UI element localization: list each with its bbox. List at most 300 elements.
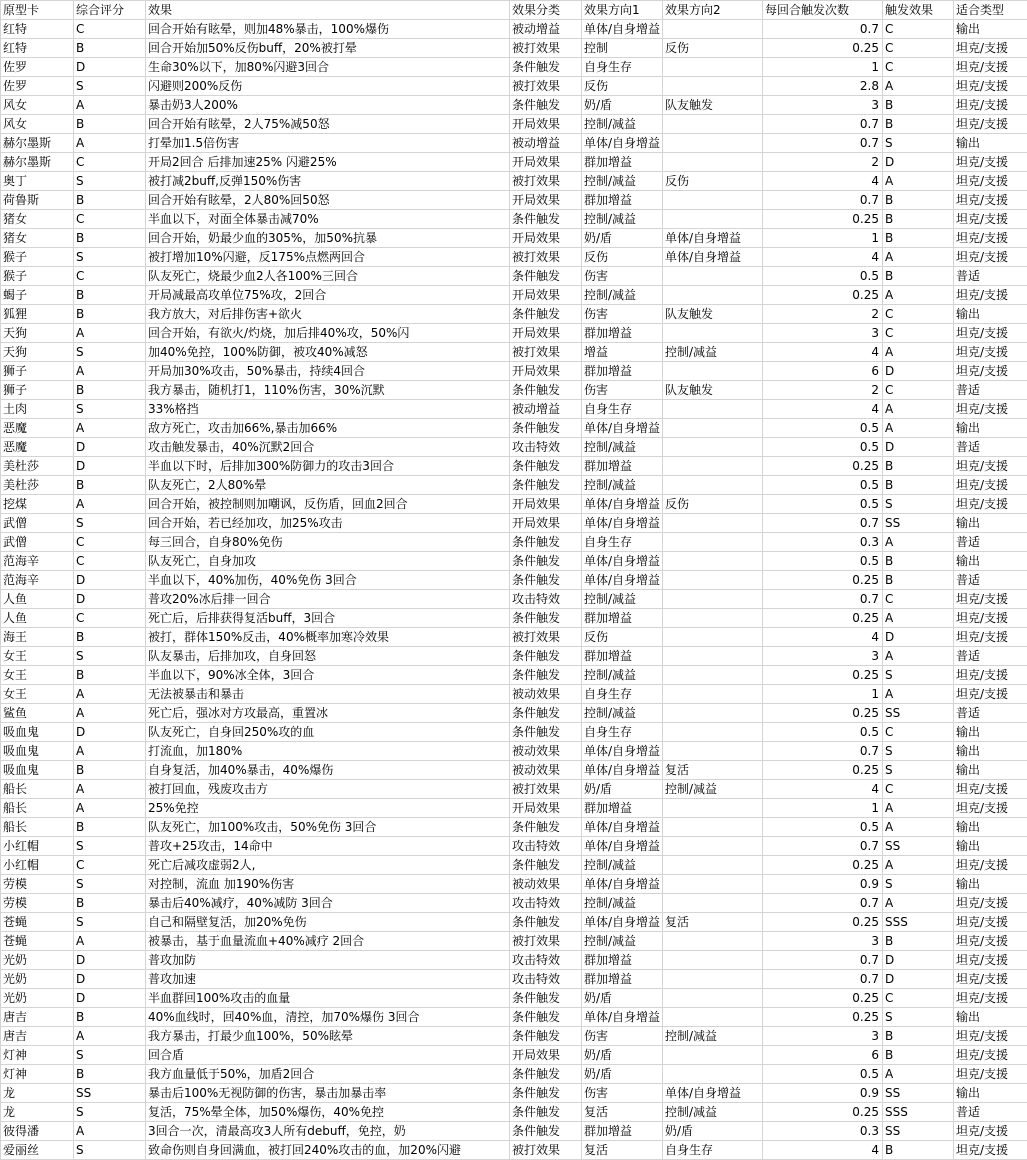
cell-effect-direction-2[interactable] [663, 362, 763, 381]
cell-trigger-effect[interactable]: B [883, 96, 954, 115]
cell-prototype-card[interactable]: 海王 [1, 628, 74, 647]
cell-effect-direction-1[interactable]: 单体/自身增益 [582, 1008, 663, 1027]
cell-effect-direction-1[interactable]: 伤害 [582, 305, 663, 324]
cell-effect[interactable]: 打流血，加180% [146, 742, 510, 761]
cell-overall-rating[interactable]: D [74, 571, 146, 590]
cell-effect-category[interactable]: 条件触发 [510, 989, 582, 1008]
cell-trigger-effect[interactable]: SS [883, 1122, 954, 1141]
cell-trigger-effect[interactable]: C [883, 989, 954, 1008]
cell-prototype-card[interactable]: 狮子 [1, 381, 74, 400]
cell-suitable-type[interactable]: 输出 [954, 514, 1027, 533]
cell-effect[interactable]: 25%免控 [146, 799, 510, 818]
cell-overall-rating[interactable]: B [74, 381, 146, 400]
cell-effect-category[interactable]: 条件触发 [510, 1084, 582, 1103]
cell-suitable-type[interactable]: 坦克/支援 [954, 324, 1027, 343]
cell-trigger-effect[interactable]: A [883, 818, 954, 837]
cell-effect[interactable]: 40%血线时，回40%血，清控，加70%爆伤 3回合 [146, 1008, 510, 1027]
cell-triggers-per-round[interactable]: 0.7 [763, 514, 883, 533]
cell-effect-category[interactable]: 被动增益 [510, 400, 582, 419]
cell-effect-direction-2[interactable] [663, 438, 763, 457]
cell-overall-rating[interactable]: S [74, 248, 146, 267]
cell-suitable-type[interactable]: 坦克/支援 [954, 970, 1027, 989]
cell-effect-direction-1[interactable]: 单体/自身增益 [582, 913, 663, 932]
cell-prototype-card[interactable]: 红特 [1, 20, 74, 39]
cell-effect-direction-2[interactable]: 控制/减益 [663, 343, 763, 362]
cell-effect-direction-2[interactable] [663, 267, 763, 286]
cell-overall-rating[interactable]: D [74, 970, 146, 989]
cell-effect-category[interactable]: 开局效果 [510, 514, 582, 533]
cell-effect-direction-1[interactable]: 群加增益 [582, 362, 663, 381]
cell-triggers-per-round[interactable]: 0.25 [763, 210, 883, 229]
cell-effect[interactable]: 普攻+25攻击，14命中 [146, 837, 510, 856]
cell-effect-category[interactable]: 被动增益 [510, 134, 582, 153]
cell-trigger-effect[interactable]: S [883, 761, 954, 780]
cell-prototype-card[interactable]: 猪女 [1, 210, 74, 229]
cell-effect-direction-2[interactable] [663, 818, 763, 837]
cell-overall-rating[interactable]: A [74, 685, 146, 704]
cell-triggers-per-round[interactable]: 0.7 [763, 970, 883, 989]
cell-suitable-type[interactable]: 坦克/支援 [954, 856, 1027, 875]
cell-triggers-per-round[interactable]: 0.5 [763, 1065, 883, 1084]
cell-trigger-effect[interactable]: S [883, 666, 954, 685]
cell-effect-direction-2[interactable] [663, 932, 763, 951]
cell-triggers-per-round[interactable]: 0.25 [763, 457, 883, 476]
cell-prototype-card[interactable]: 人鱼 [1, 590, 74, 609]
cell-prototype-card[interactable]: 风女 [1, 115, 74, 134]
cell-suitable-type[interactable]: 坦克/支援 [954, 799, 1027, 818]
cell-prototype-card[interactable]: 风女 [1, 96, 74, 115]
cell-triggers-per-round[interactable]: 1 [763, 685, 883, 704]
cell-effect-category[interactable]: 条件触发 [510, 609, 582, 628]
cell-prototype-card[interactable]: 狮子 [1, 362, 74, 381]
cell-triggers-per-round[interactable]: 2 [763, 153, 883, 172]
cell-triggers-per-round[interactable]: 4 [763, 1141, 883, 1160]
cell-overall-rating[interactable]: D [74, 723, 146, 742]
cell-effect-direction-1[interactable]: 单体/自身增益 [582, 419, 663, 438]
cell-effect-direction-2[interactable] [663, 742, 763, 761]
cell-effect-category[interactable]: 条件触发 [510, 704, 582, 723]
cell-effect[interactable]: 队友死亡，自身回250%攻的血 [146, 723, 510, 742]
cell-trigger-effect[interactable]: A [883, 172, 954, 191]
cell-suitable-type[interactable]: 坦克/支援 [954, 96, 1027, 115]
cell-trigger-effect[interactable]: S [883, 742, 954, 761]
cell-suitable-type[interactable]: 坦克/支援 [954, 894, 1027, 913]
cell-triggers-per-round[interactable]: 0.5 [763, 476, 883, 495]
cell-prototype-card[interactable]: 爱丽丝 [1, 1141, 74, 1160]
cell-effect-direction-2[interactable] [663, 153, 763, 172]
cell-effect[interactable]: 加40%免控，100%防御，被攻40%减怒 [146, 343, 510, 362]
cell-effect[interactable]: 回合开始有眩晕，2人80%回50怒 [146, 191, 510, 210]
cell-effect-direction-2[interactable] [663, 1008, 763, 1027]
cell-suitable-type[interactable]: 输出 [954, 1084, 1027, 1103]
cell-prototype-card[interactable]: 猴子 [1, 248, 74, 267]
cell-overall-rating[interactable]: S [74, 77, 146, 96]
cell-overall-rating[interactable]: S [74, 172, 146, 191]
cell-triggers-per-round[interactable]: 0.5 [763, 419, 883, 438]
cell-overall-rating[interactable]: S [74, 1046, 146, 1065]
cell-triggers-per-round[interactable]: 2.8 [763, 77, 883, 96]
cell-overall-rating[interactable]: S [74, 837, 146, 856]
cell-effect-direction-2[interactable] [663, 590, 763, 609]
cell-effect-direction-2[interactable] [663, 799, 763, 818]
cell-suitable-type[interactable]: 输出 [954, 742, 1027, 761]
cell-prototype-card[interactable]: 光奶 [1, 970, 74, 989]
cell-effect-category[interactable]: 开局效果 [510, 229, 582, 248]
header-overall-rating[interactable]: 综合评分 [74, 1, 146, 20]
cell-overall-rating[interactable]: S [74, 875, 146, 894]
cell-triggers-per-round[interactable]: 0.25 [763, 609, 883, 628]
cell-overall-rating[interactable]: A [74, 932, 146, 951]
cell-effect-direction-1[interactable]: 群加增益 [582, 799, 663, 818]
cell-trigger-effect[interactable]: B [883, 191, 954, 210]
cell-effect-direction-2[interactable] [663, 1046, 763, 1065]
cell-effect-category[interactable]: 条件触发 [510, 666, 582, 685]
cell-overall-rating[interactable]: A [74, 134, 146, 153]
cell-overall-rating[interactable]: S [74, 1103, 146, 1122]
cell-effect-direction-1[interactable]: 伤害 [582, 1084, 663, 1103]
cell-effect-direction-1[interactable]: 自身生存 [582, 400, 663, 419]
cell-trigger-effect[interactable]: C [883, 780, 954, 799]
cell-effect-category[interactable]: 条件触发 [510, 856, 582, 875]
cell-effect[interactable]: 半血群回100%攻击的血量 [146, 989, 510, 1008]
cell-trigger-effect[interactable]: S [883, 495, 954, 514]
cell-triggers-per-round[interactable]: 4 [763, 172, 883, 191]
cell-effect-direction-2[interactable] [663, 552, 763, 571]
cell-prototype-card[interactable]: 天狗 [1, 324, 74, 343]
cell-effect[interactable]: 我方暴击，随机打1，110%伤害，30%沉默 [146, 381, 510, 400]
cell-suitable-type[interactable]: 坦克/支援 [954, 400, 1027, 419]
cell-overall-rating[interactable]: C [74, 552, 146, 571]
cell-overall-rating[interactable]: A [74, 419, 146, 438]
cell-effect-direction-1[interactable]: 群加增益 [582, 647, 663, 666]
cell-trigger-effect[interactable]: A [883, 286, 954, 305]
cell-effect-category[interactable]: 被动增益 [510, 20, 582, 39]
cell-prototype-card[interactable]: 猪女 [1, 229, 74, 248]
cell-prototype-card[interactable]: 土肉 [1, 400, 74, 419]
cell-prototype-card[interactable]: 女王 [1, 666, 74, 685]
cell-effect-direction-2[interactable] [663, 457, 763, 476]
cell-effect[interactable]: 死亡后减攻虚弱2人, [146, 856, 510, 875]
cell-effect-category[interactable]: 被打效果 [510, 77, 582, 96]
cell-effect-direction-1[interactable]: 单体/自身增益 [582, 742, 663, 761]
cell-effect[interactable]: 半血以下时，后排加300%防御力的攻击3回合 [146, 457, 510, 476]
cell-prototype-card[interactable]: 灯神 [1, 1065, 74, 1084]
cell-effect-direction-1[interactable]: 单体/自身增益 [582, 495, 663, 514]
cell-suitable-type[interactable]: 普适 [954, 647, 1027, 666]
cell-effect-direction-2[interactable] [663, 419, 763, 438]
cell-overall-rating[interactable]: A [74, 1122, 146, 1141]
cell-effect[interactable]: 无法被暴击和暴击 [146, 685, 510, 704]
cell-suitable-type[interactable]: 输出 [954, 552, 1027, 571]
cell-effect-direction-1[interactable]: 控制/减益 [582, 856, 663, 875]
cell-overall-rating[interactable]: S [74, 343, 146, 362]
cell-effect-direction-2[interactable]: 奶/盾 [663, 1122, 763, 1141]
cell-suitable-type[interactable]: 坦克/支援 [954, 115, 1027, 134]
cell-overall-rating[interactable]: B [74, 229, 146, 248]
cell-effect-category[interactable]: 条件触发 [510, 552, 582, 571]
cell-effect[interactable]: 回合开始，有欲火/灼烧，加后排40%攻，50%闪 [146, 324, 510, 343]
cell-effect-category[interactable]: 被打效果 [510, 172, 582, 191]
cell-overall-rating[interactable]: D [74, 951, 146, 970]
cell-effect-category[interactable]: 条件触发 [510, 419, 582, 438]
cell-effect-direction-1[interactable]: 控制/减益 [582, 666, 663, 685]
cell-prototype-card[interactable]: 美杜莎 [1, 476, 74, 495]
cell-prototype-card[interactable]: 赫尔墨斯 [1, 134, 74, 153]
cell-overall-rating[interactable]: A [74, 324, 146, 343]
cell-triggers-per-round[interactable]: 0.25 [763, 704, 883, 723]
cell-trigger-effect[interactable]: B [883, 1141, 954, 1160]
cell-effect-direction-2[interactable]: 单体/自身增益 [663, 1084, 763, 1103]
cell-trigger-effect[interactable]: SS [883, 837, 954, 856]
cell-prototype-card[interactable]: 彼得潘 [1, 1122, 74, 1141]
cell-effect[interactable]: 被暴击，基于血量流血+40%减疗 2回合 [146, 932, 510, 951]
cell-suitable-type[interactable]: 坦克/支援 [954, 628, 1027, 647]
cell-effect-direction-2[interactable] [663, 666, 763, 685]
cell-triggers-per-round[interactable]: 4 [763, 343, 883, 362]
cell-suitable-type[interactable]: 普适 [954, 533, 1027, 552]
cell-overall-rating[interactable]: C [74, 153, 146, 172]
cell-triggers-per-round[interactable]: 2 [763, 305, 883, 324]
cell-suitable-type[interactable]: 坦克/支援 [954, 172, 1027, 191]
cell-trigger-effect[interactable]: A [883, 856, 954, 875]
cell-suitable-type[interactable]: 坦克/支援 [954, 286, 1027, 305]
cell-effect-category[interactable]: 攻击特效 [510, 894, 582, 913]
cell-triggers-per-round[interactable]: 0.25 [763, 39, 883, 58]
cell-trigger-effect[interactable]: C [883, 58, 954, 77]
header-triggers-per-round[interactable]: 每回合触发次数 [763, 1, 883, 20]
cell-suitable-type[interactable]: 坦克/支援 [954, 1027, 1027, 1046]
cell-overall-rating[interactable]: C [74, 267, 146, 286]
cell-trigger-effect[interactable]: B [883, 229, 954, 248]
cell-prototype-card[interactable]: 奥丁 [1, 172, 74, 191]
cell-effect[interactable]: 3回合一次，清最高攻3人所有debuff，免控，奶 [146, 1122, 510, 1141]
cell-effect-direction-1[interactable]: 控制/减益 [582, 932, 663, 951]
cell-overall-rating[interactable]: B [74, 761, 146, 780]
cell-effect-direction-2[interactable] [663, 970, 763, 989]
cell-effect-direction-2[interactable]: 单体/自身增益 [663, 229, 763, 248]
cell-effect[interactable]: 开局加30%攻击，50%暴击，持续4回合 [146, 362, 510, 381]
cell-suitable-type[interactable]: 坦克/支援 [954, 780, 1027, 799]
cell-effect[interactable]: 回合开始，被控制则加嘲讽，反伤盾，回血2回合 [146, 495, 510, 514]
cell-trigger-effect[interactable]: A [883, 343, 954, 362]
cell-triggers-per-round[interactable]: 3 [763, 647, 883, 666]
cell-overall-rating[interactable]: S [74, 400, 146, 419]
cell-overall-rating[interactable]: A [74, 704, 146, 723]
cell-suitable-type[interactable]: 输出 [954, 818, 1027, 837]
cell-effect-category[interactable]: 条件触发 [510, 305, 582, 324]
cell-overall-rating[interactable]: B [74, 818, 146, 837]
cell-trigger-effect[interactable]: S [883, 134, 954, 153]
cell-prototype-card[interactable]: 恶魔 [1, 419, 74, 438]
cell-effect-category[interactable]: 条件触发 [510, 476, 582, 495]
cell-effect-direction-1[interactable]: 控制/减益 [582, 286, 663, 305]
cell-effect[interactable]: 普攻20%冰后排一回合 [146, 590, 510, 609]
header-prototype-card[interactable]: 原型卡 [1, 1, 74, 20]
cell-effect-direction-1[interactable]: 控制 [582, 39, 663, 58]
cell-overall-rating[interactable]: B [74, 191, 146, 210]
cell-prototype-card[interactable]: 挖煤 [1, 495, 74, 514]
cell-effect-category[interactable]: 条件触发 [510, 723, 582, 742]
cell-effect-direction-1[interactable]: 自身生存 [582, 533, 663, 552]
cell-effect-category[interactable]: 条件触发 [510, 1103, 582, 1122]
header-effect[interactable]: 效果 [146, 1, 510, 20]
cell-suitable-type[interactable]: 坦克/支援 [954, 1065, 1027, 1084]
cell-triggers-per-round[interactable]: 1 [763, 58, 883, 77]
cell-effect-category[interactable]: 攻击特效 [510, 970, 582, 989]
cell-effect-category[interactable]: 条件触发 [510, 1065, 582, 1084]
cell-suitable-type[interactable]: 坦克/支援 [954, 913, 1027, 932]
cell-effect-category[interactable]: 被打效果 [510, 1141, 582, 1160]
cell-suitable-type[interactable]: 坦克/支援 [954, 989, 1027, 1008]
cell-effect[interactable]: 队友暴击，后排加攻，自身回怒 [146, 647, 510, 666]
cell-triggers-per-round[interactable]: 1 [763, 799, 883, 818]
cell-suitable-type[interactable]: 普适 [954, 571, 1027, 590]
cell-effect-direction-2[interactable]: 反伤 [663, 172, 763, 191]
cell-effect-category[interactable]: 条件触发 [510, 210, 582, 229]
cell-effect-category[interactable]: 条件触发 [510, 1008, 582, 1027]
cell-overall-rating[interactable]: A [74, 495, 146, 514]
cell-overall-rating[interactable]: B [74, 628, 146, 647]
cell-effect-direction-2[interactable] [663, 1065, 763, 1084]
cell-overall-rating[interactable]: C [74, 533, 146, 552]
cell-trigger-effect[interactable]: D [883, 970, 954, 989]
cell-effect-direction-2[interactable] [663, 20, 763, 39]
cell-effect-direction-1[interactable]: 自身生存 [582, 58, 663, 77]
cell-suitable-type[interactable]: 坦克/支援 [954, 362, 1027, 381]
cell-overall-rating[interactable]: SS [74, 1084, 146, 1103]
cell-effect[interactable]: 敌方死亡，攻击加66%,暴击加66% [146, 419, 510, 438]
cell-suitable-type[interactable]: 坦克/支援 [954, 476, 1027, 495]
cell-trigger-effect[interactable]: B [883, 267, 954, 286]
cell-triggers-per-round[interactable]: 0.3 [763, 1122, 883, 1141]
cell-trigger-effect[interactable]: D [883, 628, 954, 647]
cell-triggers-per-round[interactable]: 0.25 [763, 761, 883, 780]
cell-triggers-per-round[interactable]: 6 [763, 1046, 883, 1065]
cell-effect-direction-1[interactable]: 控制/减益 [582, 894, 663, 913]
cell-effect-direction-2[interactable] [663, 514, 763, 533]
cell-suitable-type[interactable]: 坦克/支援 [954, 495, 1027, 514]
cell-overall-rating[interactable]: B [74, 115, 146, 134]
cell-effect-direction-1[interactable]: 群加增益 [582, 951, 663, 970]
cell-prototype-card[interactable]: 苍蝇 [1, 913, 74, 932]
cell-effect[interactable]: 闪避则200%反伤 [146, 77, 510, 96]
cell-prototype-card[interactable]: 船长 [1, 780, 74, 799]
cell-trigger-effect[interactable]: SSS [883, 1103, 954, 1122]
cell-effect-direction-1[interactable]: 单体/自身增益 [582, 875, 663, 894]
cell-effect-direction-1[interactable]: 反伤 [582, 248, 663, 267]
cell-triggers-per-round[interactable]: 0.7 [763, 20, 883, 39]
cell-trigger-effect[interactable]: A [883, 647, 954, 666]
cell-trigger-effect[interactable]: A [883, 1065, 954, 1084]
cell-trigger-effect[interactable]: S [883, 1008, 954, 1027]
cell-overall-rating[interactable]: S [74, 913, 146, 932]
cell-effect-direction-2[interactable]: 单体/自身增益 [663, 248, 763, 267]
cell-trigger-effect[interactable]: D [883, 438, 954, 457]
cell-effect-category[interactable]: 条件触发 [510, 58, 582, 77]
cell-effect[interactable]: 复活，75%晕全体，加50%爆伤，40%免控 [146, 1103, 510, 1122]
cell-effect[interactable]: 攻击触发暴击，40%沉默2回合 [146, 438, 510, 457]
cell-triggers-per-round[interactable]: 0.25 [763, 856, 883, 875]
cell-trigger-effect[interactable]: D [883, 362, 954, 381]
cell-effect-direction-1[interactable]: 群加增益 [582, 970, 663, 989]
cell-effect-category[interactable]: 被打效果 [510, 780, 582, 799]
cell-effect[interactable]: 普攻加防 [146, 951, 510, 970]
cell-suitable-type[interactable]: 坦克/支援 [954, 457, 1027, 476]
cell-suitable-type[interactable]: 坦克/支援 [954, 229, 1027, 248]
cell-effect-direction-2[interactable]: 复活 [663, 913, 763, 932]
cell-effect-direction-1[interactable]: 单体/自身增益 [582, 134, 663, 153]
cell-effect-direction-2[interactable] [663, 191, 763, 210]
cell-effect[interactable]: 暴击后100%无视防御的伤害，暴击加暴击率 [146, 1084, 510, 1103]
header-effect-direction-2[interactable]: 效果方向2 [663, 1, 763, 20]
cell-effect-direction-1[interactable]: 控制/减益 [582, 590, 663, 609]
cell-effect-direction-1[interactable]: 自身生存 [582, 685, 663, 704]
cell-prototype-card[interactable]: 武僧 [1, 514, 74, 533]
cell-trigger-effect[interactable]: A [883, 799, 954, 818]
cell-effect-category[interactable]: 条件触发 [510, 1027, 582, 1046]
cell-effect-direction-2[interactable]: 反伤 [663, 39, 763, 58]
cell-overall-rating[interactable]: D [74, 989, 146, 1008]
cell-suitable-type[interactable]: 输出 [954, 761, 1027, 780]
cell-effect-direction-1[interactable]: 群加增益 [582, 1122, 663, 1141]
cell-triggers-per-round[interactable]: 0.7 [763, 590, 883, 609]
cell-suitable-type[interactable]: 输出 [954, 305, 1027, 324]
cell-suitable-type[interactable]: 输出 [954, 1008, 1027, 1027]
cell-effect-category[interactable]: 条件触发 [510, 571, 582, 590]
cell-effect[interactable]: 队友死亡，2人80%晕 [146, 476, 510, 495]
cell-suitable-type[interactable]: 输出 [954, 134, 1027, 153]
cell-prototype-card[interactable]: 唐吉 [1, 1027, 74, 1046]
cell-effect-direction-1[interactable]: 控制/减益 [582, 115, 663, 134]
cell-trigger-effect[interactable]: B [883, 476, 954, 495]
cell-prototype-card[interactable]: 劳模 [1, 875, 74, 894]
cell-trigger-effect[interactable]: A [883, 609, 954, 628]
cell-suitable-type[interactable]: 输出 [954, 837, 1027, 856]
cell-effect[interactable]: 我方放大，对后排伤害+欲火 [146, 305, 510, 324]
cell-effect[interactable]: 队友死亡，自身加攻 [146, 552, 510, 571]
cell-overall-rating[interactable]: A [74, 780, 146, 799]
cell-effect[interactable]: 普攻加速 [146, 970, 510, 989]
cell-effect-direction-2[interactable]: 控制/减益 [663, 1027, 763, 1046]
cell-effect[interactable]: 队友死亡，加100%攻击，50%免伤 3回合 [146, 818, 510, 837]
cell-overall-rating[interactable]: A [74, 742, 146, 761]
cell-prototype-card[interactable]: 船长 [1, 818, 74, 837]
cell-effect-direction-1[interactable]: 控制/减益 [582, 438, 663, 457]
cell-suitable-type[interactable]: 坦克/支援 [954, 39, 1027, 58]
cell-effect-direction-1[interactable]: 群加增益 [582, 457, 663, 476]
cell-prototype-card[interactable]: 女王 [1, 647, 74, 666]
cell-effect-direction-1[interactable]: 单体/自身增益 [582, 837, 663, 856]
cell-effect-direction-2[interactable]: 队友触发 [663, 305, 763, 324]
cell-overall-rating[interactable]: C [74, 856, 146, 875]
cell-trigger-effect[interactable]: B [883, 932, 954, 951]
cell-overall-rating[interactable]: C [74, 210, 146, 229]
cell-effect-category[interactable]: 被动效果 [510, 742, 582, 761]
cell-suitable-type[interactable]: 输出 [954, 20, 1027, 39]
cell-triggers-per-round[interactable]: 0.9 [763, 875, 883, 894]
cell-triggers-per-round[interactable]: 0.5 [763, 552, 883, 571]
cell-effect-direction-1[interactable]: 控制/减益 [582, 476, 663, 495]
cell-triggers-per-round[interactable]: 0.7 [763, 115, 883, 134]
header-effect-category[interactable]: 效果分类 [510, 1, 582, 20]
cell-suitable-type[interactable]: 普适 [954, 267, 1027, 286]
cell-effect-category[interactable]: 开局效果 [510, 324, 582, 343]
cell-prototype-card[interactable]: 佐罗 [1, 58, 74, 77]
cell-effect[interactable]: 被打，群体150%反击，40%概率加寒冷效果 [146, 628, 510, 647]
cell-effect-category[interactable]: 攻击特效 [510, 951, 582, 970]
cell-effect-direction-2[interactable] [663, 58, 763, 77]
cell-effect-direction-1[interactable]: 伤害 [582, 1027, 663, 1046]
